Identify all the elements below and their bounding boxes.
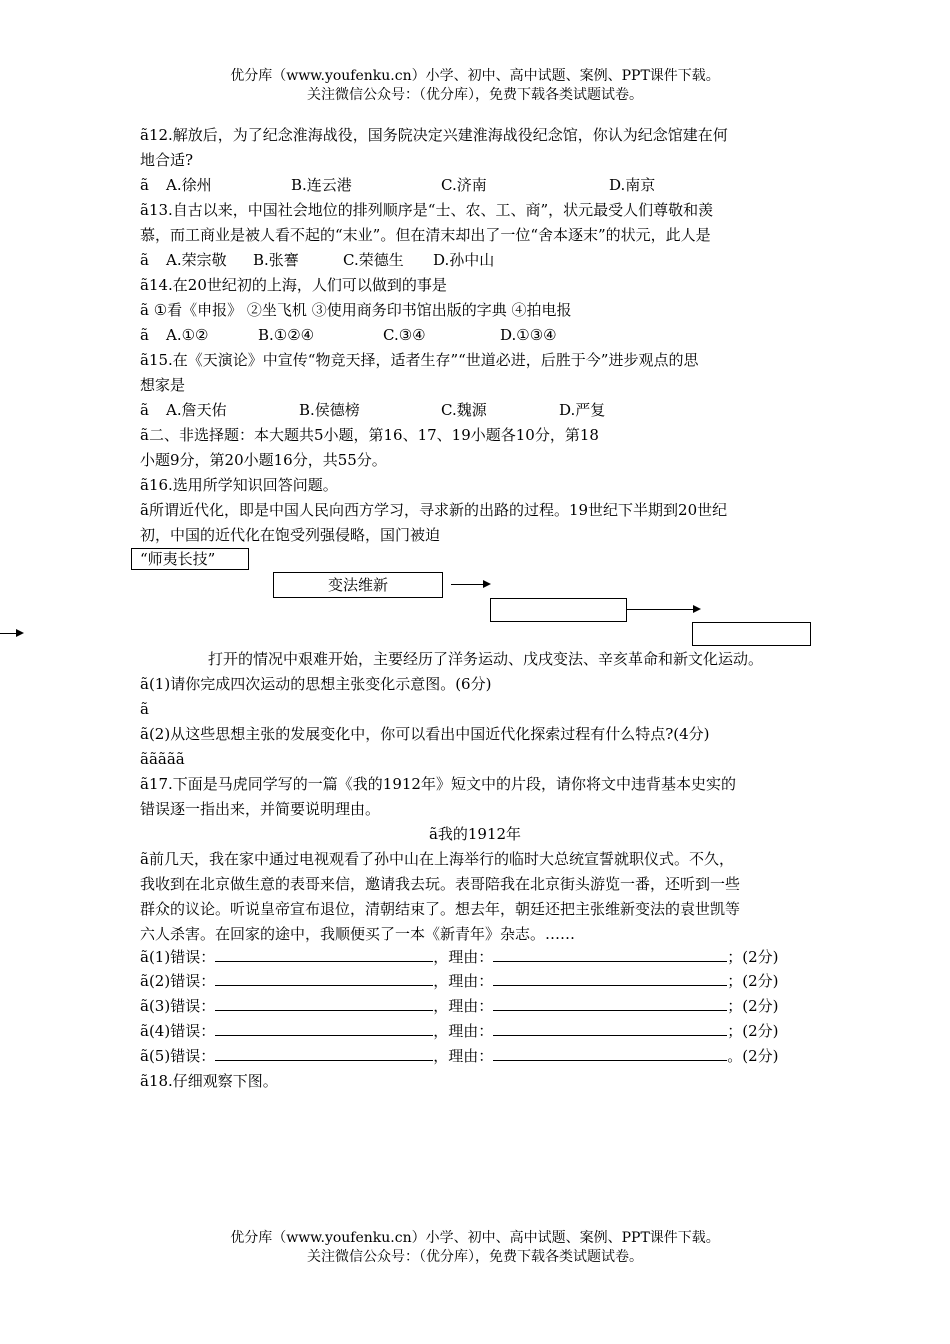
q15-option-b: B.侯德榜 <box>299 401 360 419</box>
q17-answer-row <box>140 1020 778 1042</box>
q14-option-b: B.①②④ <box>258 326 315 344</box>
q15-option-c: C.魏源 <box>441 401 487 419</box>
q15-stem-1: ã15.在《天演论》中宣传“物竞天择，适者生存”“世道必进，后胜于今”进步观点的思 <box>140 351 699 369</box>
q14-items: ã ①看《申报》 ②坐飞机 ③使用商务印书馆出版的字典 ④拍电报 <box>140 301 572 319</box>
q17-row-end: ；(2分) <box>727 948 779 966</box>
q17-answer-row <box>140 970 778 992</box>
q18-title: ã18.仔细观察下图。 <box>140 1072 278 1090</box>
q17-row-mid: ，理由： <box>433 948 494 966</box>
footer-line-1: 优分库（www.youfenku.cn）小学、初中、高中试题、案例、PPT课件下载。 <box>230 1230 720 1246</box>
diagram-arrow-1 <box>451 584 489 585</box>
q16-sub-2: ã(2)从这些思想主张的发展变化中，你可以看出中国近代化探索过程有什么特点?(4分) <box>140 725 710 743</box>
q17-row-label: ã(3)错误： <box>140 997 216 1015</box>
q13-option-c: C.荣德生 <box>343 251 404 269</box>
q17-row-end: ；(2分) <box>727 972 779 990</box>
q16-para-3: 打开的情况中艰难开始，主要经历了洋务运动、戊戌变法、辛亥革命和新文化运动。 <box>208 650 764 668</box>
q17-essay-p2: 我收到在北京做生意的表哥来信，邀请我去玩。表哥陪我在北京街头游览一番，还听到一些 <box>140 875 741 893</box>
q17-answer-row <box>140 946 778 968</box>
header-line-1: 优分库（www.youfenku.cn）小学、初中、高中试题、案例、PPT课件下载。 <box>230 68 720 84</box>
q12-option-d: D.南京 <box>609 176 656 194</box>
q17-essay-title: ã我的1912年 <box>428 825 522 843</box>
q17-error-blank[interactable] <box>215 947 433 962</box>
q12-stem-2: 地合适? <box>140 151 194 169</box>
q17-row-mid: ，理由： <box>433 1022 494 1040</box>
q17-row-label: ã(4)错误： <box>140 1022 216 1040</box>
diagram-arrow-left-edge <box>0 633 22 634</box>
diagram-arrow-2 <box>627 609 699 610</box>
q12-prefix: ã <box>140 176 149 194</box>
q13-stem-2: 慕，而工商业是被人看不起的“末业”。但在清末却出了一位“舍本逐末”的状元，此人是 <box>140 226 711 244</box>
q17-reason-blank[interactable] <box>493 996 727 1011</box>
q12-option-b: B.连云港 <box>291 176 352 194</box>
q15-option-d: D.严复 <box>559 401 606 419</box>
q12-option-a: A.徐州 <box>166 176 212 194</box>
q17-row-mid: ，理由： <box>433 972 494 990</box>
q17-essay-p1: ã前几天，我在家中通过电视观看了孙中山在上海举行的临时大总统宣誓就职仪式。不久， <box>140 850 734 868</box>
q16-para-1: ã所谓近代化，即是中国人民向西方学习，寻求新的出路的过程。19世纪下半期到20世纪 <box>140 501 728 519</box>
q16-sub-1: ã(1)请你完成四次运动的思想主张变化示意图。(6分) <box>140 675 492 693</box>
q14-option-c: C.③④ <box>383 326 426 344</box>
q17-reason-blank[interactable] <box>493 1046 727 1061</box>
q12-option-c: C.济南 <box>441 176 487 194</box>
diagram-box-blank-2[interactable] <box>692 622 811 646</box>
q13-option-a: A.荣宗敬 <box>166 251 227 269</box>
q17-essay-p4: 六人杀害。在回家的途中，我顺便买了一本《新青年》杂志。…… <box>140 925 576 943</box>
q17-essay-p3: 群众的议论。听说皇帝宣布退位，清朝结束了。想去年，朝廷还把主张维新变法的袁世凯等 <box>140 900 741 918</box>
q17-reason-blank[interactable] <box>493 947 727 962</box>
q15-stem-2: 想家是 <box>140 376 186 394</box>
q17-row-mid: ，理由： <box>433 997 494 1015</box>
q17-error-blank[interactable] <box>215 971 433 986</box>
q13-stem-1: ã13.自古以来，中国社会地位的排列顺序是“士、农、工、商”，状元最受人们尊敬和羡 <box>140 201 714 219</box>
q17-error-blank[interactable] <box>215 996 433 1011</box>
q13-option-b: B.张謇 <box>253 251 299 269</box>
q15-prefix: ã <box>140 401 149 419</box>
q17-row-label: ã(2)错误： <box>140 972 216 990</box>
q15-option-a: A.詹天佑 <box>166 401 227 419</box>
q16-title: ã16.选用所学知识回答问题。 <box>140 476 338 494</box>
part2-line-1: ã二、非选择题：本大题共5小题，第16、17、19小题各10分，第18 <box>140 426 599 444</box>
q17-reason-blank[interactable] <box>493 971 727 986</box>
part2-line-2: 小题9分，第20小题16分，共55分。 <box>140 451 387 469</box>
q14-stem: ã14.在20世纪初的上海，人们可以做到的事是 <box>140 276 447 294</box>
q17-error-blank[interactable] <box>215 1046 433 1061</box>
q17-answer-row <box>140 995 778 1017</box>
q17-stem-2: 错误逐一指出来，并简要说明理由。 <box>140 800 381 818</box>
q16-answer-2: ããããã <box>140 750 185 768</box>
q12-stem-1: ã12.解放后，为了纪念淮海战役，国务院决定兴建淮海战役纪念馆，你认为纪念馆建在何 <box>140 126 728 144</box>
q13-option-d: D.孙中山 <box>433 251 495 269</box>
q17-row-end: ；(2分) <box>727 997 779 1015</box>
q16-para-2: 初，中国的近代化在饱受列强侵略，国门被迫 <box>140 526 441 544</box>
q13-prefix: ã <box>140 251 149 269</box>
footer-line-2: 关注微信公众号：（优分库），免费下载各类试题试卷。 <box>307 1249 643 1265</box>
q14-option-a: A.①② <box>166 326 209 344</box>
q14-option-d: D.①③④ <box>500 326 557 344</box>
diagram-box-shiyi: “师夷长技” <box>131 548 249 570</box>
header-line-2: 关注微信公众号：（优分库），免费下载各类试题试卷。 <box>307 87 643 103</box>
q17-row-end: 。(2分) <box>727 1047 779 1065</box>
q17-row-mid: ，理由： <box>433 1047 494 1065</box>
q17-stem-1: ã17.下面是马虎同学写的一篇《我的1912年》短文中的片段，请你将文中违背基本史实的 <box>140 775 736 793</box>
diagram-box-bianfa: 变法维新 <box>273 572 443 598</box>
q17-answer-row <box>140 1045 778 1067</box>
q17-error-blank[interactable] <box>215 1021 433 1036</box>
q17-reason-blank[interactable] <box>493 1021 727 1036</box>
diagram-box-blank-1[interactable] <box>490 598 627 622</box>
q14-prefix: ã <box>140 326 149 344</box>
q17-row-label: ã(5)错误： <box>140 1047 216 1065</box>
q17-row-label: ã(1)错误： <box>140 948 216 966</box>
q16-answer-1: ã <box>140 700 149 718</box>
q17-row-end: ；(2分) <box>727 1022 779 1040</box>
